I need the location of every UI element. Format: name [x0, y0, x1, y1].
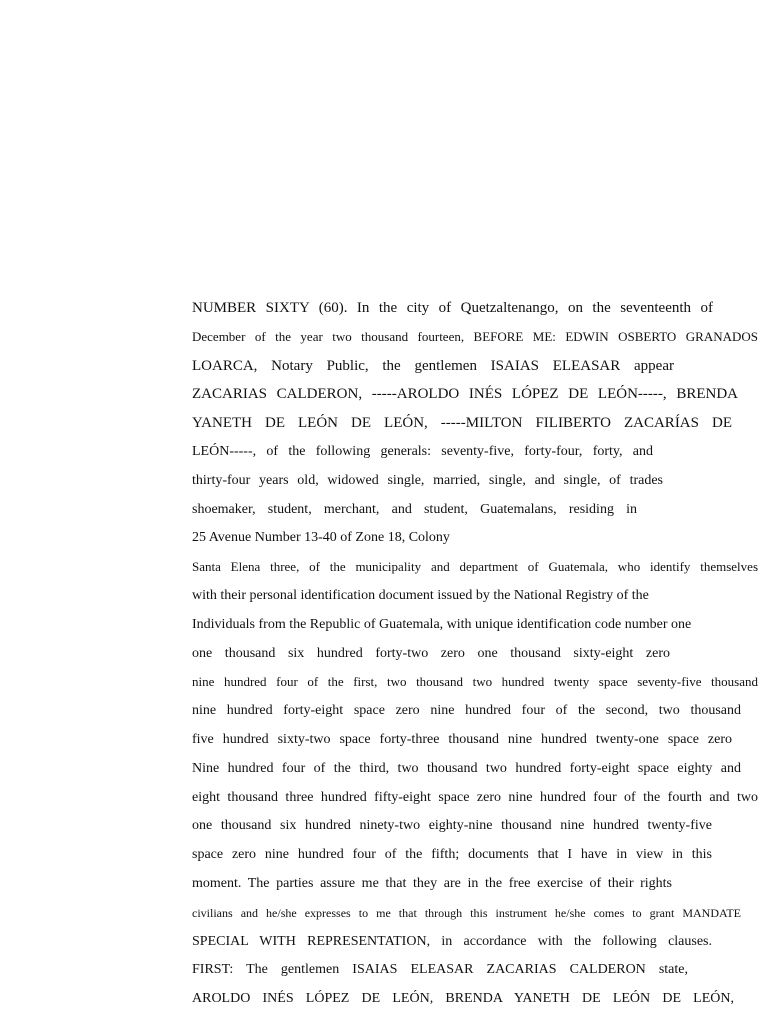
deed-line: with their personal identification document issued by the National Registry of the	[192, 587, 649, 603]
deed-line: eight thousand three hundred fifty-eight space zero nine hundred four of the fourth and two	[192, 789, 758, 805]
deed-line: Individuals from the Republic of Guatemala, with unique identification code number one	[192, 616, 692, 632]
deed-line: 25 Avenue Number 13-40 of Zone 18, Colony	[192, 530, 450, 546]
deed-line: December of the year two thousand fourteen, BEFORE ME: EDWIN OSBERTO GRANADOS	[192, 328, 758, 344]
deed-line: one thousand six hundred forty-two zero one thousand sixty-eight zero	[192, 645, 670, 661]
deed-line: ZACARIAS CALDERON, -----AROLDO INÉS LÓPEZ DE LEÓN-----, BRENDA	[192, 386, 738, 403]
notarial-deed-text	[192, 294, 758, 1014]
deed-line: Nine hundred four of the third, two thousand two hundred forty-eight space eighty and	[192, 760, 741, 776]
deed-line: AROLDO INÉS LÓPEZ DE LEÓN, BRENDA YANETH DE LEÓN DE LEÓN,	[192, 991, 734, 1007]
deed-line: nine hundred forty-eight space zero nine hundred four of the second, two thousand	[192, 703, 741, 719]
deed-line: LEÓN-----, of the following generals: seventy-five, forty-four, forty, and	[192, 443, 653, 459]
deed-line: SPECIAL WITH REPRESENTATION, in accordance with the following clauses.	[192, 933, 712, 949]
deed-line: YANETH DE LEÓN DE LEÓN, -----MILTON FILIBERTO ZACARÍAS DE	[192, 415, 732, 432]
deed-line: Santa Elena three, of the municipality and department of Guatemala, who identify themselves	[192, 559, 758, 575]
deed-line: thirty-four years old, widowed single, married, single, and single, of trades	[192, 472, 663, 488]
deed-line: nine hundred four of the first, two thousand two hundred twenty space seventy-five thousand	[192, 674, 758, 690]
deed-line: five hundred sixty-two space forty-three thousand nine hundred twenty-one space zero	[192, 731, 732, 747]
deed-line: civilians and he/she expresses to me that through this instrument he/she comes to grant MANDATE	[192, 905, 741, 920]
deed-line: shoemaker, student, merchant, and student, Guatemalans, residing in	[192, 501, 637, 517]
deed-line: LOARCA, Notary Public, the gentlemen ISAIAS ELEASAR appear	[192, 357, 674, 374]
deed-line: moment. The parties assure me that they are in the free exercise of their rights	[192, 875, 672, 891]
deed-line: FIRST: The gentlemen ISAIAS ELEASAR ZACARIAS CALDERON state,	[192, 962, 688, 978]
deed-line: NUMBER SIXTY (60). In the city of Quetzaltenango, on the seventeenth of	[192, 300, 713, 316]
deed-line: space zero nine hundred four of the fifth; documents that I have in view in this	[192, 847, 712, 863]
deed-line: one thousand six hundred ninety-two eighty-nine thousand nine hundred twenty-five	[192, 818, 712, 834]
